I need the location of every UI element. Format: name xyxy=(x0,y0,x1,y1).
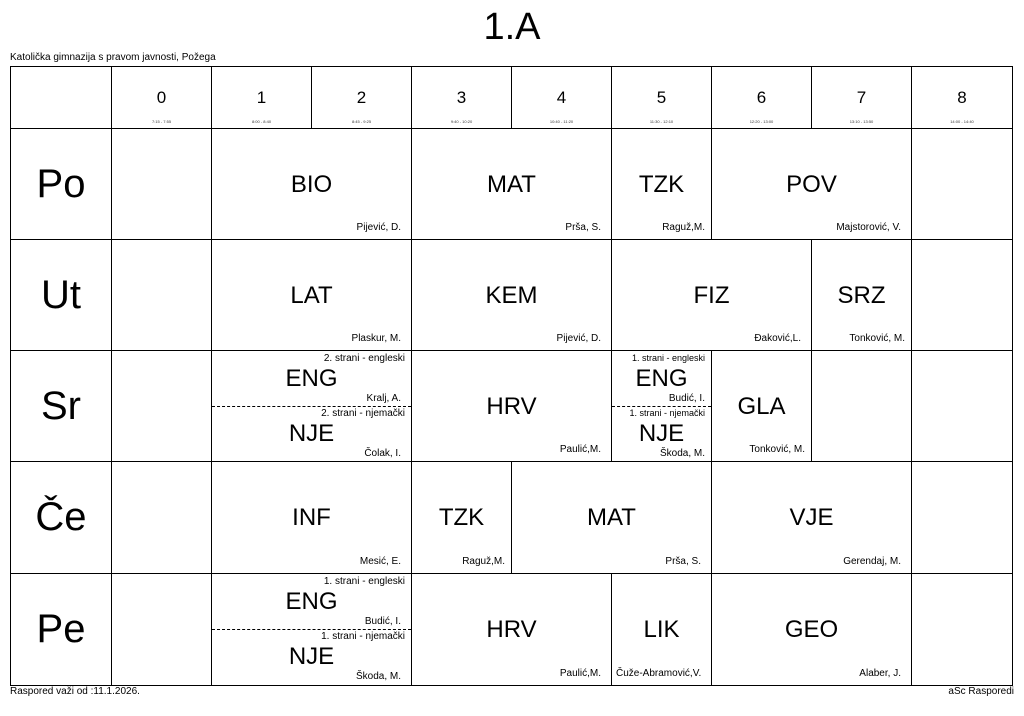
day-label-sr: Sr xyxy=(11,351,112,462)
split-lesson-cell[interactable] xyxy=(612,351,712,462)
subject: ENG xyxy=(635,365,688,392)
period-header-8 xyxy=(912,67,1012,129)
teacher: Tonković, M. xyxy=(849,333,905,344)
group-lesson[interactable] xyxy=(212,406,411,461)
period-header-6 xyxy=(712,67,812,129)
lesson-cell[interactable] xyxy=(212,240,412,351)
teacher: Čolak, I. xyxy=(364,448,401,459)
split-lesson-cell[interactable] xyxy=(212,351,412,462)
subject: MAT xyxy=(587,504,636,531)
subject: LIK xyxy=(643,616,680,643)
teacher: Škoda, M. xyxy=(355,671,401,682)
period-header-4 xyxy=(512,67,612,129)
period-time: 11:30 - 12:10 xyxy=(649,119,674,124)
period-header-7 xyxy=(812,67,912,129)
period-header-0 xyxy=(112,67,212,129)
lesson-cell[interactable] xyxy=(212,129,412,240)
teacher: Budić, I. xyxy=(668,393,705,404)
group-label: 1. strani - njemački xyxy=(629,408,705,418)
lesson-cell[interactable] xyxy=(412,574,612,685)
subject: VJE xyxy=(789,504,834,531)
period-number: 6 xyxy=(756,88,767,107)
teacher: Alaber, J. xyxy=(859,668,901,679)
split-lesson-cell[interactable] xyxy=(212,574,412,685)
teacher: Raguž,M. xyxy=(462,556,505,567)
empty-slot xyxy=(112,574,212,685)
valid-from-note: Raspored važi od :11.1.2026. xyxy=(10,686,140,697)
empty-slot xyxy=(112,240,212,351)
lesson-cell[interactable] xyxy=(412,351,612,462)
period-number: 0 xyxy=(156,88,167,107)
corner-cell xyxy=(11,67,112,129)
teacher: Tonković, M. xyxy=(749,444,805,455)
teacher: Paulić,M. xyxy=(559,444,601,455)
empty-slot xyxy=(912,574,1012,685)
day-label-po: Po xyxy=(11,129,112,240)
subject: TZK xyxy=(638,171,685,198)
period-time: 13:10 - 13:50 xyxy=(849,119,874,124)
period-time: 8:45 - 9:25 xyxy=(351,119,372,124)
group-lesson[interactable] xyxy=(212,351,411,407)
lesson-cell[interactable] xyxy=(612,574,712,685)
group-label: 1. strani - engleski xyxy=(631,353,705,363)
teacher: Paulić,M. xyxy=(559,668,601,679)
lesson-cell[interactable] xyxy=(412,129,612,240)
period-time: 12:20 - 13:00 xyxy=(749,119,774,124)
group-lesson[interactable] xyxy=(612,351,711,407)
class-title: 1.A xyxy=(483,6,541,48)
subject: MAT xyxy=(487,171,536,198)
subject: NJE xyxy=(288,643,335,670)
period-time: 9:40 - 10:20 xyxy=(450,119,473,124)
group-lesson[interactable] xyxy=(212,574,411,630)
subject: NJE xyxy=(638,420,685,447)
lesson-cell[interactable] xyxy=(812,240,912,351)
period-time: 14:00 - 14:40 xyxy=(950,119,974,124)
period-number: 1 xyxy=(256,88,267,107)
subject: INF xyxy=(292,504,331,531)
subject: TZK xyxy=(438,504,485,531)
lesson-cell[interactable] xyxy=(712,129,912,240)
lesson-cell[interactable] xyxy=(412,240,612,351)
lesson-cell[interactable] xyxy=(712,351,812,462)
period-number: 7 xyxy=(856,88,867,107)
lesson-cell[interactable] xyxy=(612,240,812,351)
period-time: 8:00 - 8:40 xyxy=(251,119,272,124)
group-label: 2. strani - njemački xyxy=(321,408,405,419)
teacher: Pijević, D. xyxy=(356,222,401,233)
teacher: Pijević, D. xyxy=(556,333,601,344)
lesson-cell[interactable] xyxy=(612,129,712,240)
empty-slot xyxy=(112,129,212,240)
subject: SRZ xyxy=(837,282,886,309)
lesson-cell[interactable] xyxy=(412,462,512,574)
subject: ENG xyxy=(285,365,338,392)
period-header-1 xyxy=(212,67,312,129)
subject: LAT xyxy=(290,282,333,309)
period-header-5 xyxy=(612,67,712,129)
teacher: Prša, S. xyxy=(565,222,601,233)
teacher: Škoda, M. xyxy=(659,448,705,459)
group-label: 1. strani - njemački xyxy=(321,631,405,642)
group-label: 1. strani - engleski xyxy=(323,576,405,587)
empty-slot xyxy=(912,129,1012,240)
teacher: Raguž,M. xyxy=(662,222,705,233)
period-header-3 xyxy=(412,67,512,129)
teacher: Mesić, E. xyxy=(359,556,401,567)
lesson-cell[interactable] xyxy=(512,462,712,574)
teacher: Kralj, A. xyxy=(366,393,401,404)
subject: HRV xyxy=(486,616,537,643)
group-lesson[interactable] xyxy=(212,629,411,684)
period-header-2 xyxy=(312,67,412,129)
subject: POV xyxy=(786,171,837,198)
group-label: 2. strani - engleski xyxy=(323,353,405,364)
teacher: Prša, S. xyxy=(665,556,701,567)
empty-slot xyxy=(912,240,1012,351)
subject: FIZ xyxy=(693,282,730,309)
subject: GEO xyxy=(784,616,839,643)
lesson-cell[interactable] xyxy=(712,462,912,574)
teacher: Đaković,L. xyxy=(754,333,801,344)
teacher: Čuže-Abramović,V. xyxy=(616,668,702,679)
day-label-ut: Ut xyxy=(11,240,112,351)
lesson-cell[interactable] xyxy=(712,574,912,685)
school-name: Katolička gimnazija s pravom javnosti, Požega xyxy=(10,52,216,63)
subject: BIO xyxy=(290,171,333,198)
period-time: 7:15 - 7:55 xyxy=(151,119,172,124)
subject: KEM xyxy=(485,282,538,309)
teacher: Gerendaj, M. xyxy=(843,556,901,567)
day-label-ce: Če xyxy=(11,462,112,574)
subject: HRV xyxy=(486,393,537,420)
period-time: 10:40 - 11:20 xyxy=(549,119,574,124)
empty-slot xyxy=(112,462,212,574)
empty-slot xyxy=(912,351,1012,462)
period-number: 2 xyxy=(356,88,367,107)
teacher: Plaskur, M. xyxy=(351,333,401,344)
teacher: Majstorović, V. xyxy=(836,222,901,233)
software-credit: aSc Rasporedi xyxy=(948,686,1014,697)
subject: GLA xyxy=(737,393,786,420)
teacher: Budić, I. xyxy=(364,616,401,627)
period-number: 3 xyxy=(456,88,467,107)
lesson-cell[interactable] xyxy=(212,462,412,574)
period-number: 4 xyxy=(556,88,567,107)
empty-slot xyxy=(912,462,1012,574)
period-number: 8 xyxy=(957,88,967,107)
empty-slot xyxy=(112,351,212,462)
subject: NJE xyxy=(288,420,335,447)
day-label-pe: Pe xyxy=(11,574,112,685)
group-lesson[interactable] xyxy=(612,406,711,461)
subject: ENG xyxy=(285,588,338,615)
period-number: 5 xyxy=(656,88,667,107)
empty-slot xyxy=(812,351,912,462)
timetable-grid xyxy=(10,66,1013,686)
